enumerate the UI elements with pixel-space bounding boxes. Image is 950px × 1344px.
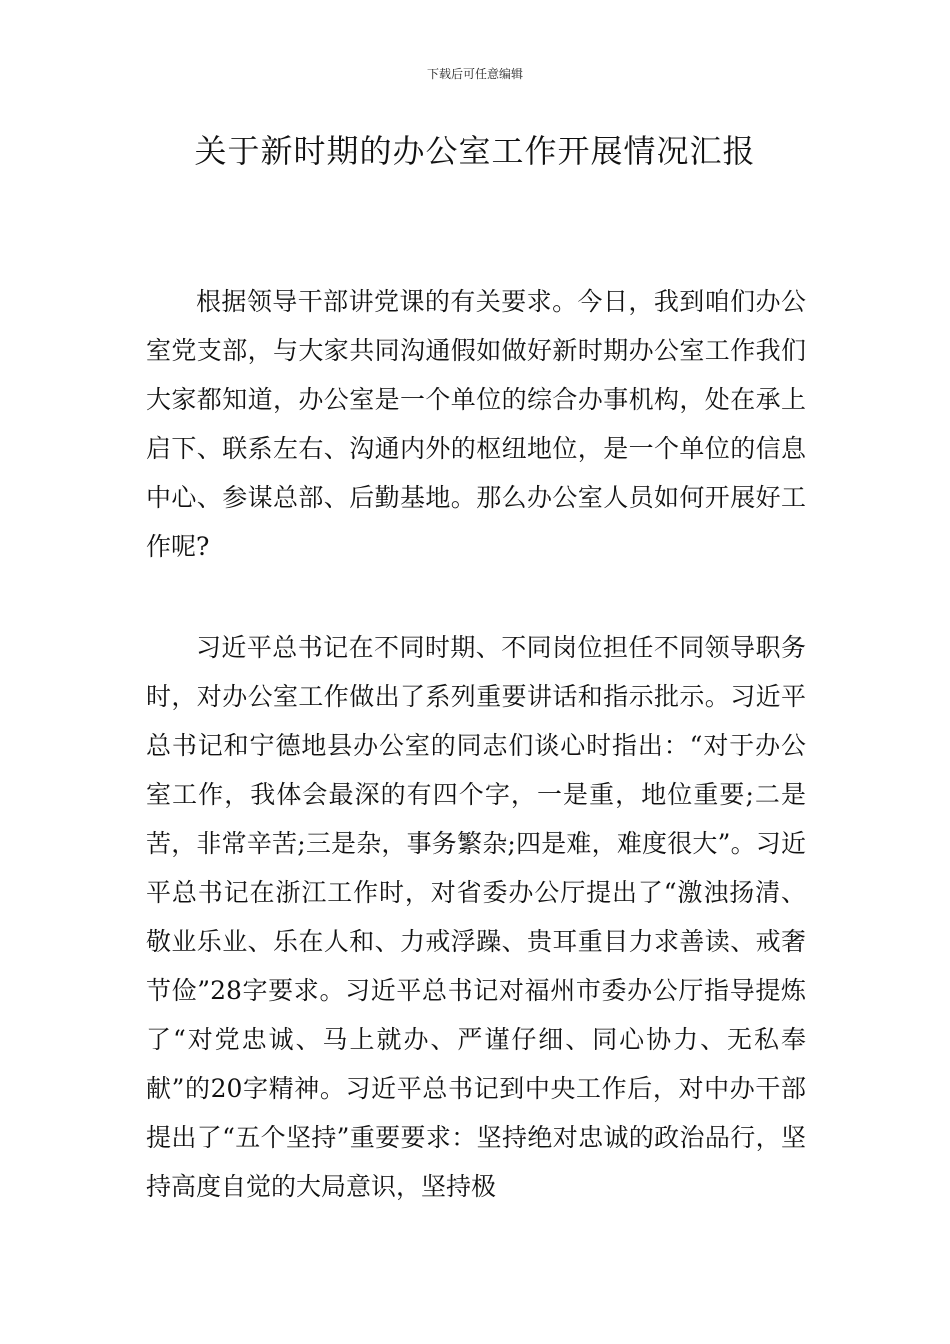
paragraph-2-block [146,623,806,1211]
header-note: 下载后可任意编辑 [426,67,523,81]
body-paragraph: 根据领导干部讲党课的有关要求。今日，我到咱们办公室党支部，与大家共同沟通假如做好新时期办公室工作我们大家都知道，办公室是一个单位的综合办事机构，处在承上启下、联系左右、沟通内外的枢纽地位，是一个单位的信息中心、参谋总部、后勤基地。那么办公室人员如何开展好工作呢? [146,287,806,561]
document-title: 关于新时期的办公室工作开展情况汇报 [194,132,756,170]
body-paragraph: 习近平总书记在不同时期、不同岗位担任不同领导职务时，对办公室工作做出了系列重要讲话和指示批示。习近平总书记和宁德地县办公室的同志们谈心时指出：“对于办公室工作，我体会最深的有四个字，一是重，地位重要;二是苦，非常辛苦;三是杂，事务繁杂;四是难，难度很大”。习近平总书记在浙江工作时，对省委办公厅提出了“激浊扬清、敬业乐业、乐在人和、力戒浮躁、贵耳重目力求善读、戒奢节俭”28字要求。习近平总书记对福州市委办公厅指导提炼了“对党忠诚、马上就办、严谨仔细、同心协力、无私奉献”的20字精神。习近平总书记到中央工作后，对中办干部提出了“五个坚持”重要要求：坚持绝对忠诚的政治品行，坚持高度自觉的大局意识，坚持极 [146,633,806,1201]
paragraph-1-block [146,277,806,571]
